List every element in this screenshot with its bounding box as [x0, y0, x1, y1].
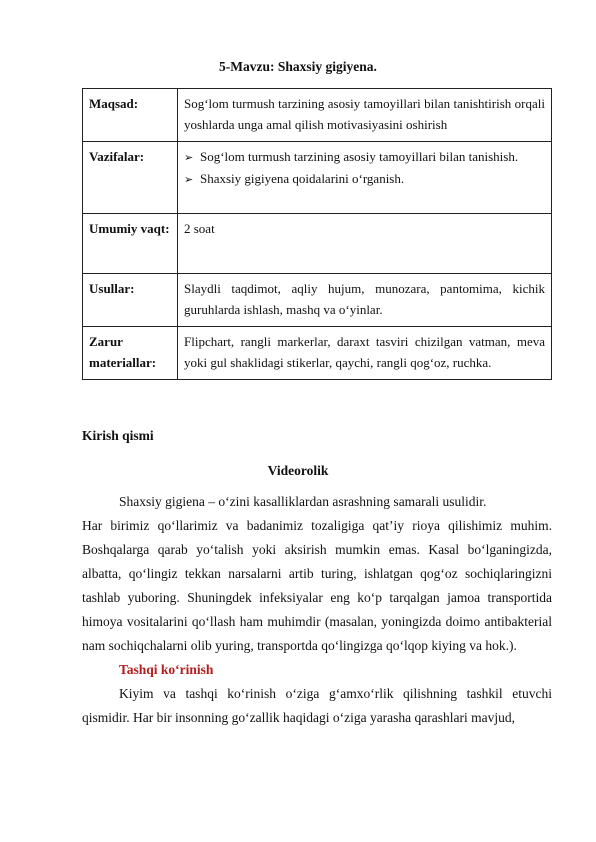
- materiallar-label: Zarur materiallar:: [83, 327, 178, 380]
- arrow-bullet-icon: ➢: [184, 173, 194, 186]
- kirish-heading: Kirish qismi: [82, 428, 154, 443]
- maqsad-label: Maqsad:: [83, 89, 178, 142]
- table-row: [83, 214, 552, 274]
- table-row: [83, 274, 552, 327]
- lesson-info-table: [82, 88, 552, 380]
- umumiy-vaqt-value: 2 soat: [178, 214, 552, 274]
- vazifalar-list: [178, 142, 552, 214]
- vazifa-text: Shaxsiy gigiyena qoidalarini o‘rganish.: [200, 171, 405, 186]
- list-item: [184, 146, 545, 168]
- section-heading-tashqi: Tashqi ko‘rinish: [119, 662, 214, 677]
- usullar-value: Slaydli taqdimot, aqliy hujum, munozara, pantomima, kichik guruhlarda ishlash, mashq va o‘yinlar.: [178, 274, 552, 327]
- vazifa-text: Sog‘lom turmush tarzining asosiy tamoyillari bilan tanishish.: [200, 149, 519, 164]
- vazifalar-label: Vazifalar:: [83, 142, 178, 214]
- maqsad-value: Sog‘lom turmush tarzining asosiy tamoyillari bilan tanishtirish orqali yoshlarda unga amal qilish motivasiyasini oshirish: [178, 89, 552, 142]
- list-item: [184, 168, 545, 190]
- umumiy-vaqt-label: Umumiy vaqt:: [83, 214, 178, 274]
- materiallar-value: Flipchart, rangli markerlar, daraxt tasviri chizilgan vatman, meva yoki gul shaklidagi stikerlar, qaychi, rangli qog‘oz, ruchka.: [178, 327, 552, 380]
- paragraph: Har birimiz qo‘llarimiz va badanimiz tozaligiga qat’iy rioya qilishimiz muhim. Boshqalarga qarab yo‘talish yoki aksirish mumkin emas. Kasal bo‘lganingizda, albatta, qo‘lingiz tekkan narsalarni artib turing, ishlatgan qog‘oz sochiqlaringizni tashlab yuboring. Shuningdek infeksiyalar eng ko‘p tarqalgan jamoa transportida himoya vositalarini qo‘llash ham muhimdir (masalan, yoningizda doimo antibakterial nam sochiqchalarni olib yuring, transportda qo‘lingizga qo‘lqop kiying va hok.).: [82, 518, 552, 653]
- body-text: [82, 490, 552, 730]
- paragraph: Kiyim va tashqi ko‘rinish o‘ziga g‘amxo‘rlik qilishning tashkil etuvchi qismidir. Har bir insonning go‘zallik haqidagi o‘ziga yarasha qarashlari mavjud,: [82, 686, 552, 725]
- page-title: 5-Mavzu: Shaxsiy gigiyena.: [219, 59, 377, 74]
- usullar-label: Usullar:: [83, 274, 178, 327]
- paragraph: Shaxsiy gigiena – o‘zini kasalliklardan asrashning samarali usulidir.: [119, 494, 487, 509]
- videorolik-heading: Videorolik: [267, 463, 329, 478]
- table-row: [83, 89, 552, 142]
- table-row: [83, 142, 552, 214]
- arrow-bullet-icon: ➢: [184, 151, 194, 164]
- table-row: [83, 327, 552, 380]
